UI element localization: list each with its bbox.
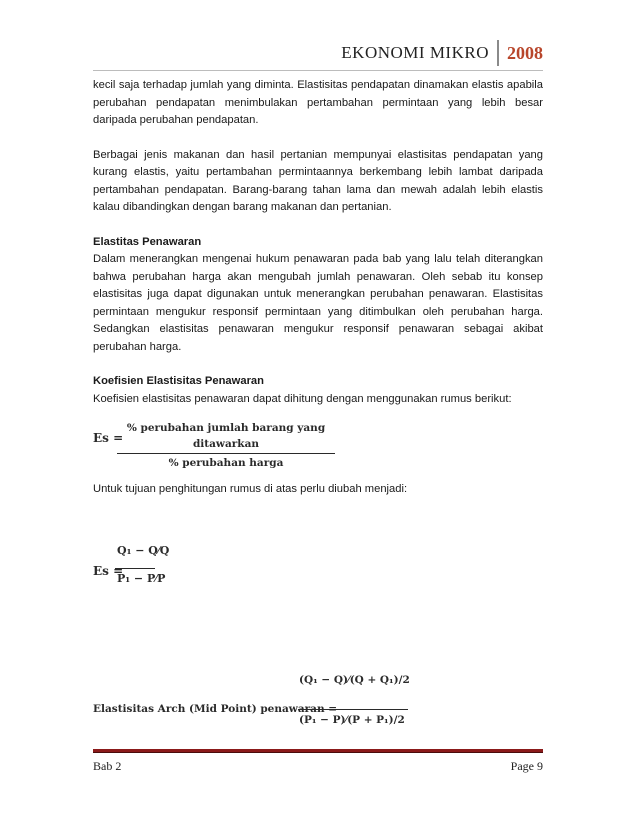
- header-rule: [93, 70, 543, 71]
- page-header: [341, 38, 543, 68]
- section-heading: Elastitas Penawaran: [93, 235, 202, 248]
- footer-chapter: Bab 2: [93, 759, 122, 773]
- formula-elasticity: [93, 418, 543, 469]
- paragraph: Untuk tujuan penghitungan rumus di atas perlu diubah menjadi:: [93, 483, 408, 495]
- formula-denominator: P₁ − P⁄P: [117, 572, 166, 585]
- paragraph: Berbagai jenis makanan dan hasil pertanian mempunyai elastisitas pendapatan yang kurang elastis, yaitu pertambahan permintaannya berkembang lebih lambat daripada pertambahan pendapatan. Barang-barang tahan lama dan mewah adalah lebih elastis kalau dibandingkan dengan barang makanan dan pertanian.: [93, 148, 543, 213]
- paragraph: kecil saja terhadap jumlah yang diminta. Elastisitas pendapatan dinamakan elastis apabila perubahan pendapatan menimbulakan pertambahan permintaan yang lebih besar daripada perubahan pendapatan.: [93, 79, 543, 126]
- header-title: EKONOMI MIKRO: [341, 43, 489, 62]
- formula-fraction: [117, 420, 335, 471]
- formula-elasticity-computed: [93, 540, 173, 600]
- paragraph: Dalam menerangkan mengenai hukum penawaran pada bab yang lalu telah diterangkan bahwa perubahan harga akan mengubah jumlah penawaran. Oleh sebab itu konsep elastisitas juga dapat digunakan untuk menerangkan perubahan penawaran. Elastisitas permintaan mengukur responsif permintaan yang ditimbulkan oleh perubahan harga. Sedangkan elastisitas penawaran mengukur responsif penawaran sebagai akibat perubahan harga.: [93, 253, 543, 353]
- footer-page-number: Page 9: [510, 759, 543, 773]
- page-content: [93, 77, 543, 499]
- fraction-bar: [115, 568, 155, 569]
- fraction-bar: [117, 453, 335, 454]
- formula-denominator: % perubahan harga: [168, 457, 284, 469]
- formula-numerator: (Q₁ − Q)⁄(Q + Q₁)/2: [299, 674, 410, 686]
- formula-denominator: (P₁ − P)⁄(P + P₁)/2: [299, 714, 405, 726]
- section-heading: Koefisien Elastisitas Penawaran: [93, 375, 264, 387]
- footer-rule: [93, 749, 543, 753]
- header-year: 2008: [507, 43, 543, 63]
- paragraph: Koefisien elastisitas penawaran dapat dihitung dengan menggunakan rumus berikut:: [93, 392, 512, 405]
- formula-lhs: Es =: [93, 431, 124, 445]
- formula-numerator: Q₁ − Q⁄Q: [117, 544, 170, 557]
- formula-lhs: Elastisitas Arch (Mid Point) penawaran =: [93, 703, 338, 715]
- formula-lhs: Es =: [93, 564, 124, 578]
- formula-arc-elasticity: [93, 672, 543, 742]
- fraction-bar: [298, 709, 408, 710]
- formula-numerator: % perubahan jumlah barang yang ditawarkan: [126, 422, 326, 450]
